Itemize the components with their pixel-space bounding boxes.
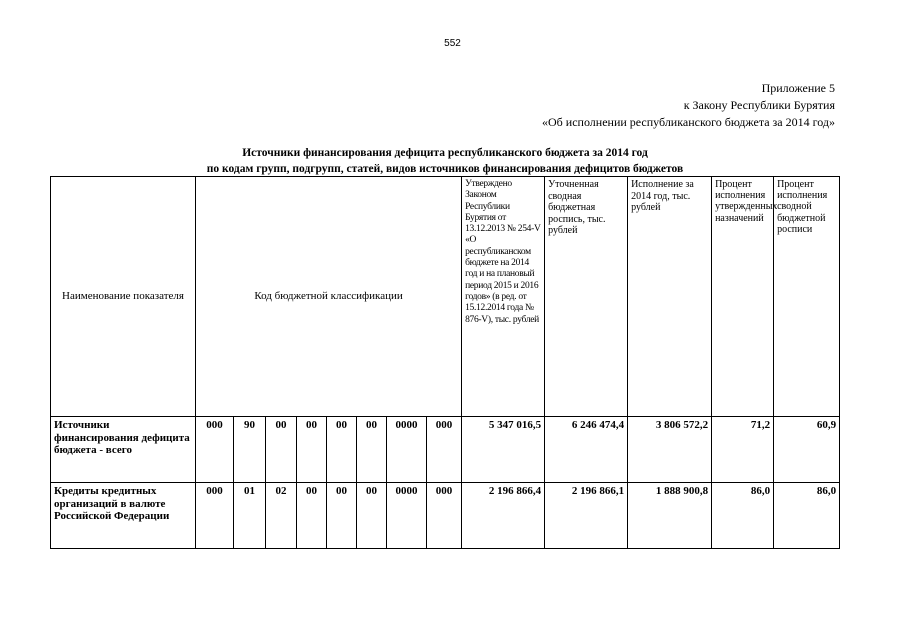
- row-code: 000: [427, 417, 462, 483]
- row-code: 00: [357, 417, 387, 483]
- row-approved: 5 347 016,5: [462, 417, 545, 483]
- row-executed: 3 806 572,2: [628, 417, 712, 483]
- header-pct-refined: Процент исполнения сводной бюджетной росписи: [774, 177, 840, 417]
- appendix-line-3: «Об исполнении республиканского бюджета за 2014 год»: [542, 115, 835, 129]
- title-line-1: Источники финансирования дефицита республиканского бюджета за 2014 год: [242, 147, 648, 159]
- row-code: 01: [234, 483, 266, 549]
- row-code: 000: [196, 483, 234, 549]
- row-code: 00: [266, 417, 297, 483]
- row-code: 00: [297, 417, 327, 483]
- page-number: 552: [444, 38, 461, 49]
- appendix-line-2: к Закону Республики Бурятия: [683, 98, 835, 112]
- row-code: 000: [427, 483, 462, 549]
- row-code: 00: [327, 417, 357, 483]
- header-code: Код бюджетной классификации: [196, 177, 462, 417]
- row-executed: 1 888 900,8: [628, 483, 712, 549]
- row-name: Источники финансирования дефицита бюджета - всего: [51, 417, 196, 483]
- row-pct-refined: 86,0: [774, 483, 840, 549]
- row-pct-refined: 60,9: [774, 417, 840, 483]
- financing-sources-table: [50, 176, 840, 549]
- title-line-2: по кодам групп, подгрупп, статей, видов источников финансирования дефицитов бюджетов: [206, 163, 684, 175]
- row-approved: 2 196 866,4: [462, 483, 545, 549]
- row-pct-approved: 71,2: [712, 417, 774, 483]
- table-header-row: [51, 177, 840, 417]
- row-code: 00: [327, 483, 357, 549]
- header-refined: Уточненная сводная бюджетная роспись, тыс. рублей: [545, 177, 628, 417]
- row-name: Кредиты кредитных организаций в валюте Российской Федерации: [51, 483, 196, 549]
- header-pct-approved: Процент исполнения утвержденных назначений: [712, 177, 774, 417]
- header-approved: Утверждено Законом Республики Бурятия от 13.12.2013 № 254-V «О республиканском бюджете на 2014 год и на плановый период 2015 и 2016 годов» (в ред. от 15.12.2014 года № 876-V), тыс. рублей: [462, 177, 545, 417]
- row-refined: 2 196 866,1: [545, 483, 628, 549]
- row-pct-approved: 86,0: [712, 483, 774, 549]
- table-row: [51, 417, 840, 483]
- row-code: 0000: [387, 417, 427, 483]
- row-code: 00: [297, 483, 327, 549]
- row-code: 90: [234, 417, 266, 483]
- table-row: [51, 483, 840, 549]
- row-code: 0000: [387, 483, 427, 549]
- row-code: 02: [266, 483, 297, 549]
- appendix-line-1: Приложение 5: [761, 81, 835, 95]
- header-executed: Исполнение за 2014 год, тыс. рублей: [628, 177, 712, 417]
- document-title: [50, 145, 840, 177]
- header-name: Наименование показателя: [51, 177, 196, 417]
- row-refined: 6 246 474,4: [545, 417, 628, 483]
- row-code: 000: [196, 417, 234, 483]
- row-code: 00: [357, 483, 387, 549]
- appendix-note: [542, 80, 835, 131]
